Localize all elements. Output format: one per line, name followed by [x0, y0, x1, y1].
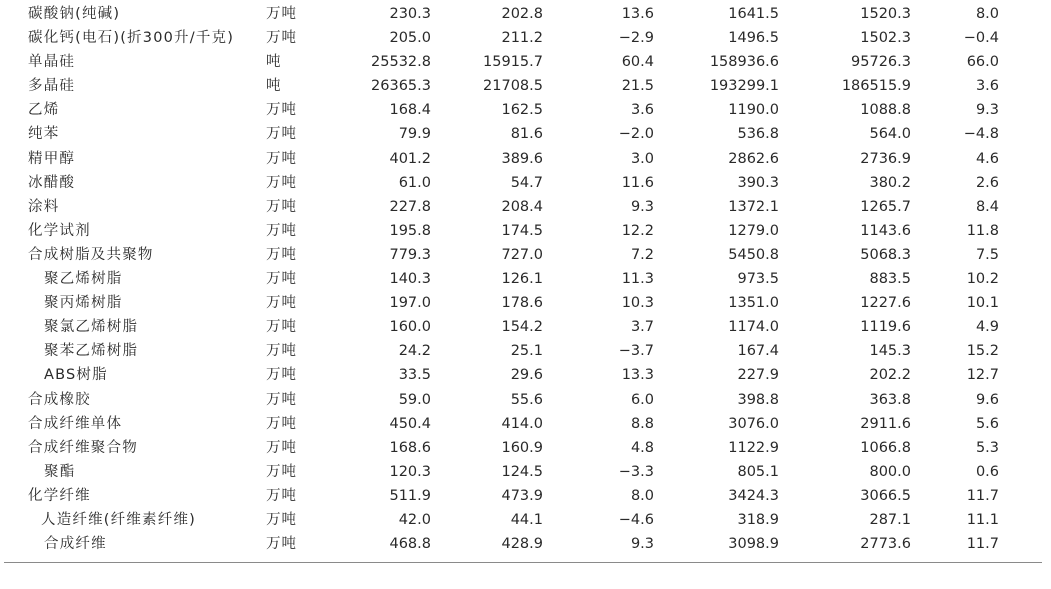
unit-label: 万吨 [266, 536, 297, 553]
same-month-last-year-value: 29.6 [510, 367, 543, 384]
cumulative-value: 2862.6 [728, 150, 779, 167]
unit-label: 万吨 [266, 391, 297, 408]
cumulative-value: 193299.1 [709, 78, 779, 95]
same-month-last-year-value: 473.9 [501, 487, 543, 504]
unit-label: 万吨 [266, 150, 297, 167]
cumulative-yoy-growth: 12.7 [966, 367, 999, 384]
month-yoy-growth: 60.4 [621, 54, 654, 71]
unit-label: 吨 [266, 78, 282, 95]
cumulative-last-year-value: 287.1 [869, 511, 911, 528]
cumulative-last-year-value: 1119.6 [860, 319, 911, 336]
unit-label: 万吨 [266, 271, 297, 288]
table-row [0, 26, 1040, 50]
product-name: 聚丙烯树脂 [44, 295, 123, 312]
current-month-value: 468.8 [389, 536, 431, 553]
unit-label: 万吨 [266, 222, 297, 239]
cumulative-last-year-value: 3066.5 [860, 487, 911, 504]
table-row [0, 484, 1040, 508]
table-row [0, 388, 1040, 412]
product-name: 单晶硅 [28, 54, 76, 71]
month-yoy-growth: 6.0 [630, 391, 654, 408]
unit-label: 万吨 [266, 511, 297, 528]
cumulative-last-year-value: 5068.3 [860, 246, 911, 263]
cumulative-last-year-value: 2911.6 [860, 415, 911, 432]
current-month-value: 168.6 [389, 439, 431, 456]
product-name: 冰醋酸 [28, 174, 76, 191]
product-name: ABS树脂 [44, 367, 108, 384]
cumulative-last-year-value: 1502.3 [860, 30, 911, 47]
same-month-last-year-value: 178.6 [501, 295, 543, 312]
month-yoy-growth: −4.6 [618, 511, 654, 528]
month-yoy-growth: 11.3 [621, 271, 654, 288]
product-name: 合成树脂及共聚物 [28, 246, 154, 263]
same-month-last-year-value: 44.1 [510, 511, 543, 528]
product-name: 精甲醇 [28, 150, 76, 167]
cumulative-yoy-growth: 66.0 [966, 54, 999, 71]
table-row [0, 412, 1040, 436]
month-yoy-growth: −3.3 [618, 463, 654, 480]
month-yoy-growth: 9.3 [630, 198, 654, 215]
cumulative-yoy-growth: 15.2 [966, 343, 999, 360]
table-row [0, 460, 1040, 484]
month-yoy-growth: −3.7 [618, 343, 654, 360]
current-month-value: 59.0 [398, 391, 431, 408]
cumulative-last-year-value: 95726.3 [851, 54, 911, 71]
current-month-value: 195.8 [389, 222, 431, 239]
cumulative-value: 318.9 [737, 511, 779, 528]
table-row [0, 508, 1040, 532]
cumulative-last-year-value: 564.0 [869, 126, 911, 143]
product-name: 聚酯 [44, 463, 76, 480]
cumulative-value: 5450.8 [728, 246, 779, 263]
same-month-last-year-value: 211.2 [501, 30, 543, 47]
table-row [0, 243, 1040, 267]
current-month-value: 168.4 [389, 102, 431, 119]
product-name: 碳化钙(电石)(折300升/千克) [28, 30, 235, 47]
current-month-value: 42.0 [398, 511, 431, 528]
month-yoy-growth: 8.0 [630, 487, 654, 504]
cumulative-value: 1496.5 [728, 30, 779, 47]
month-yoy-growth: 3.7 [630, 319, 654, 336]
month-yoy-growth: 21.5 [621, 78, 654, 95]
cumulative-yoy-growth: 11.8 [966, 222, 999, 239]
table-row [0, 532, 1040, 556]
same-month-last-year-value: 160.9 [501, 439, 543, 456]
table-row [0, 291, 1040, 315]
same-month-last-year-value: 174.5 [501, 222, 543, 239]
cumulative-value: 167.4 [737, 343, 779, 360]
month-yoy-growth: 13.6 [621, 6, 654, 22]
cumulative-last-year-value: 1143.6 [860, 222, 911, 239]
current-month-value: 197.0 [389, 295, 431, 312]
current-month-value: 120.3 [389, 463, 431, 480]
cumulative-last-year-value: 1066.8 [860, 439, 911, 456]
table-row [0, 2, 1040, 26]
cumulative-yoy-growth: 2.6 [975, 174, 999, 191]
same-month-last-year-value: 124.5 [501, 463, 543, 480]
table-row [0, 50, 1040, 74]
month-yoy-growth: 8.8 [630, 415, 654, 432]
month-yoy-growth: 3.0 [630, 150, 654, 167]
current-month-value: 140.3 [389, 271, 431, 288]
unit-label: 万吨 [266, 295, 297, 312]
cumulative-value: 227.9 [737, 367, 779, 384]
same-month-last-year-value: 414.0 [501, 415, 543, 432]
product-name: 人造纤维(纤维素纤维) [41, 511, 197, 528]
cumulative-yoy-growth: 8.0 [975, 6, 999, 22]
cumulative-last-year-value: 2736.9 [860, 150, 911, 167]
table-bottom-rule [4, 562, 1042, 563]
cumulative-value: 1372.1 [728, 198, 779, 215]
current-month-value: 227.8 [389, 198, 431, 215]
cumulative-value: 398.8 [737, 391, 779, 408]
product-name: 纯苯 [28, 126, 60, 143]
same-month-last-year-value: 428.9 [501, 536, 543, 553]
unit-label: 万吨 [266, 343, 297, 360]
same-month-last-year-value: 15915.7 [483, 54, 543, 71]
cumulative-yoy-growth: 5.3 [975, 439, 999, 456]
month-yoy-growth: −2.9 [618, 30, 654, 47]
cumulative-yoy-growth: −4.8 [963, 126, 999, 143]
cumulative-yoy-growth: 11.7 [966, 487, 999, 504]
table-row [0, 436, 1040, 460]
unit-label: 万吨 [266, 246, 297, 263]
same-month-last-year-value: 25.1 [510, 343, 543, 360]
unit-label: 万吨 [266, 439, 297, 456]
cumulative-value: 805.1 [737, 463, 779, 480]
production-table [0, 2, 1040, 556]
cumulative-value: 1279.0 [728, 222, 779, 239]
table-row [0, 122, 1040, 146]
month-yoy-growth: 9.3 [630, 536, 654, 553]
current-month-value: 79.9 [398, 126, 431, 143]
cumulative-last-year-value: 1265.7 [860, 198, 911, 215]
table-row [0, 339, 1040, 363]
cumulative-value: 1351.0 [728, 295, 779, 312]
month-yoy-growth: 10.3 [621, 295, 654, 312]
unit-label: 万吨 [266, 30, 297, 47]
unit-label: 万吨 [266, 6, 297, 22]
same-month-last-year-value: 162.5 [501, 102, 543, 119]
unit-label: 万吨 [266, 198, 297, 215]
current-month-value: 205.0 [389, 30, 431, 47]
unit-label: 万吨 [266, 126, 297, 143]
product-name: 多晶硅 [28, 78, 76, 95]
cumulative-value: 390.3 [737, 174, 779, 191]
cumulative-value: 158936.6 [709, 54, 779, 71]
same-month-last-year-value: 126.1 [501, 271, 543, 288]
same-month-last-year-value: 21708.5 [483, 78, 543, 95]
month-yoy-growth: 13.3 [621, 367, 654, 384]
current-month-value: 24.2 [398, 343, 431, 360]
product-name: 涂料 [28, 198, 60, 215]
unit-label: 万吨 [266, 415, 297, 432]
current-month-value: 160.0 [389, 319, 431, 336]
cumulative-yoy-growth: −0.4 [963, 30, 999, 47]
product-name: 聚苯乙烯树脂 [44, 343, 139, 360]
table-row [0, 98, 1040, 122]
cumulative-yoy-growth: 10.1 [966, 295, 999, 312]
cumulative-value: 536.8 [737, 126, 779, 143]
cumulative-yoy-growth: 5.6 [975, 415, 999, 432]
current-month-value: 779.3 [389, 246, 431, 263]
current-month-value: 450.4 [389, 415, 431, 432]
product-name: 乙烯 [28, 102, 60, 119]
cumulative-last-year-value: 883.5 [869, 271, 911, 288]
cumulative-yoy-growth: 11.7 [966, 536, 999, 553]
unit-label: 万吨 [266, 487, 297, 504]
table-row [0, 147, 1040, 171]
product-name: 化学纤维 [28, 487, 91, 504]
cumulative-yoy-growth: 10.2 [966, 271, 999, 288]
current-month-value: 26365.3 [371, 78, 431, 95]
cumulative-last-year-value: 380.2 [869, 174, 911, 191]
product-name: 合成纤维聚合物 [28, 439, 138, 456]
cumulative-last-year-value: 2773.6 [860, 536, 911, 553]
product-name: 聚乙烯树脂 [44, 271, 123, 288]
cumulative-yoy-growth: 3.6 [975, 78, 999, 95]
cumulative-yoy-growth: 7.5 [975, 246, 999, 263]
product-name: 聚氯乙烯树脂 [44, 319, 139, 336]
same-month-last-year-value: 154.2 [501, 319, 543, 336]
cumulative-value: 3076.0 [728, 415, 779, 432]
month-yoy-growth: 3.6 [630, 102, 654, 119]
cumulative-last-year-value: 1520.3 [860, 6, 911, 22]
table-row [0, 171, 1040, 195]
unit-label: 万吨 [266, 319, 297, 336]
month-yoy-growth: 4.8 [630, 439, 654, 456]
unit-label: 吨 [266, 54, 282, 71]
cumulative-value: 1641.5 [728, 6, 779, 22]
cumulative-last-year-value: 1227.6 [860, 295, 911, 312]
cumulative-last-year-value: 202.2 [869, 367, 911, 384]
product-name: 合成橡胶 [28, 391, 91, 408]
current-month-value: 61.0 [398, 174, 431, 191]
current-month-value: 33.5 [398, 367, 431, 384]
cumulative-last-year-value: 800.0 [869, 463, 911, 480]
same-month-last-year-value: 202.8 [501, 6, 543, 22]
product-name: 合成纤维 [44, 536, 107, 553]
cumulative-value: 973.5 [737, 271, 779, 288]
same-month-last-year-value: 727.0 [501, 246, 543, 263]
current-month-value: 511.9 [389, 487, 431, 504]
same-month-last-year-value: 208.4 [501, 198, 543, 215]
cumulative-value: 1190.0 [728, 102, 779, 119]
current-month-value: 25532.8 [371, 54, 431, 71]
cumulative-yoy-growth: 4.6 [975, 150, 999, 167]
cumulative-value: 1122.9 [728, 439, 779, 456]
cumulative-yoy-growth: 11.1 [966, 511, 999, 528]
table-row [0, 315, 1040, 339]
table-row [0, 195, 1040, 219]
unit-label: 万吨 [266, 463, 297, 480]
cumulative-yoy-growth: 9.3 [975, 102, 999, 119]
month-yoy-growth: 11.6 [621, 174, 654, 191]
current-month-value: 401.2 [389, 150, 431, 167]
cumulative-value: 3424.3 [728, 487, 779, 504]
same-month-last-year-value: 81.6 [510, 126, 543, 143]
month-yoy-growth: 7.2 [630, 246, 654, 263]
month-yoy-growth: 12.2 [621, 222, 654, 239]
cumulative-yoy-growth: 0.6 [975, 463, 999, 480]
same-month-last-year-value: 54.7 [510, 174, 543, 191]
table-row [0, 219, 1040, 243]
cumulative-yoy-growth: 9.6 [975, 391, 999, 408]
cumulative-value: 3098.9 [728, 536, 779, 553]
cumulative-last-year-value: 363.8 [869, 391, 911, 408]
table-row [0, 74, 1040, 98]
cumulative-last-year-value: 1088.8 [860, 102, 911, 119]
product-name: 碳酸钠(纯碱) [28, 6, 121, 22]
same-month-last-year-value: 55.6 [510, 391, 543, 408]
table-row [0, 363, 1040, 387]
unit-label: 万吨 [266, 367, 297, 384]
month-yoy-growth: −2.0 [618, 126, 654, 143]
current-month-value: 230.3 [389, 6, 431, 22]
cumulative-yoy-growth: 8.4 [975, 198, 999, 215]
product-name: 化学试剂 [28, 222, 91, 239]
cumulative-last-year-value: 145.3 [869, 343, 911, 360]
unit-label: 万吨 [266, 102, 297, 119]
cumulative-yoy-growth: 4.9 [975, 319, 999, 336]
unit-label: 万吨 [266, 174, 297, 191]
same-month-last-year-value: 389.6 [501, 150, 543, 167]
cumulative-value: 1174.0 [728, 319, 779, 336]
cumulative-last-year-value: 186515.9 [841, 78, 911, 95]
table-row [0, 267, 1040, 291]
product-name: 合成纤维单体 [28, 415, 123, 432]
